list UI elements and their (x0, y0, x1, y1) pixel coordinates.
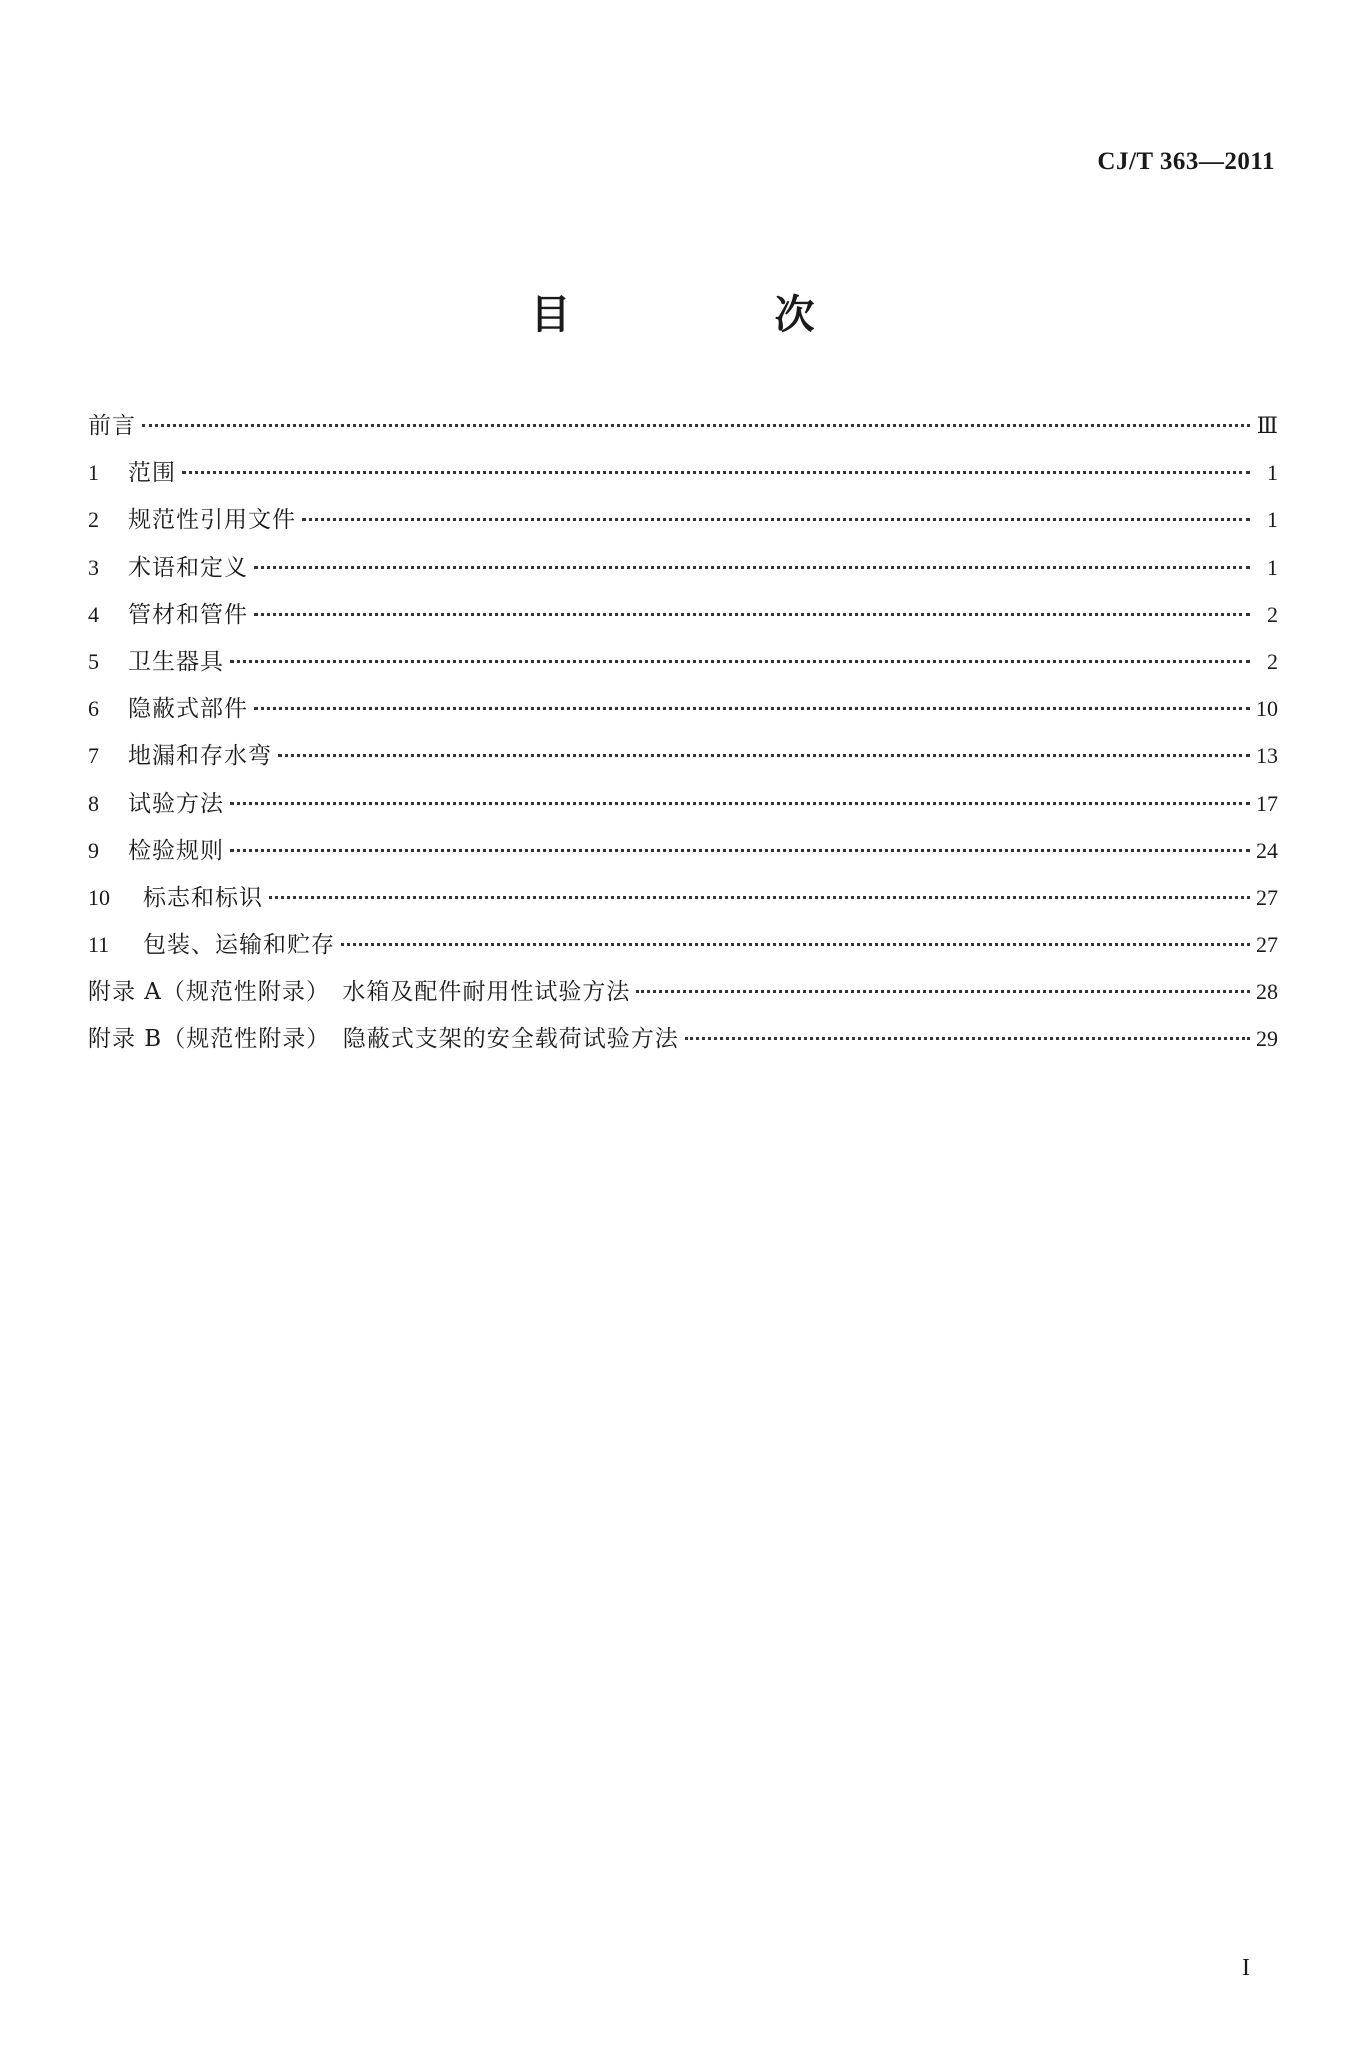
toc-entry-foreword[interactable] (88, 407, 1278, 454)
toc-entry-10[interactable] (88, 879, 1278, 926)
toc-entry-page: 13 (1256, 743, 1278, 769)
toc-entry-7[interactable] (88, 737, 1278, 784)
toc-entry-page: 1 (1267, 460, 1278, 486)
toc-entry-label: 地漏和存水弯 (128, 743, 272, 770)
toc-entry-page: 27 (1256, 932, 1278, 958)
toc-entry-page: 24 (1256, 837, 1278, 863)
toc-entry-page: 29 (1256, 1026, 1278, 1052)
toc-entry-number: 5 (88, 648, 99, 674)
toc-entry-number: 11 (88, 932, 110, 958)
toc-leader-dots (341, 943, 1250, 946)
toc-entry-number: 7 (88, 743, 99, 769)
toc-entry-page: 1 (1267, 554, 1278, 580)
toc-entry-5[interactable] (88, 643, 1278, 690)
toc-entry-8[interactable] (88, 785, 1278, 832)
toc-entry-label: 术语和定义 (128, 554, 248, 581)
toc-entry-appendix-b[interactable] (88, 1020, 1278, 1067)
toc-entry-number: 1 (88, 460, 99, 486)
toc-entry-page: 2 (1267, 648, 1278, 674)
toc-entry-number: 8 (88, 790, 99, 816)
toc-leader-dots (142, 424, 1250, 427)
table-of-contents (88, 407, 1278, 1068)
toc-leader-dots (685, 1037, 1250, 1040)
toc-entry-1[interactable] (88, 454, 1278, 501)
toc-entry-label: 规范性引用文件 (128, 507, 296, 534)
page-number: I (1242, 1955, 1250, 1981)
toc-entry-3[interactable] (88, 549, 1278, 596)
toc-entry-appendix-a[interactable] (88, 973, 1278, 1020)
toc-entry-page: 17 (1256, 790, 1278, 816)
page-title: 目 次 (530, 292, 897, 338)
toc-entry-label: 试验方法 (128, 790, 224, 817)
toc-entry-number: 6 (88, 696, 99, 722)
toc-leader-dots (269, 896, 1250, 899)
toc-entry-number: 9 (88, 837, 99, 863)
toc-entry-number: 2 (88, 507, 99, 533)
toc-leader-dots (254, 566, 1250, 569)
toc-leader-dots (230, 849, 1250, 852)
toc-entry-number: 10 (88, 884, 110, 910)
toc-leader-dots (254, 707, 1250, 710)
toc-entry-4[interactable] (88, 596, 1278, 643)
toc-leader-dots (230, 660, 1250, 663)
toc-leader-dots (230, 802, 1250, 805)
toc-entry-page: Ⅲ (1256, 413, 1278, 438)
toc-entry-label: 隐蔽式部件 (128, 696, 248, 723)
toc-entry-label: 管材和管件 (128, 601, 248, 628)
toc-entry-label: 范围 (128, 460, 176, 487)
toc-entry-2[interactable] (88, 501, 1278, 548)
toc-entry-6[interactable] (88, 690, 1278, 737)
toc-leader-dots (278, 754, 1250, 757)
standard-code: CJ/T 363—2011 (1097, 148, 1275, 175)
toc-entry-label: 前言 (88, 413, 136, 439)
toc-entry-11[interactable] (88, 926, 1278, 973)
toc-entry-number: 4 (88, 601, 99, 627)
toc-leader-dots (254, 613, 1250, 616)
toc-leader-dots (302, 518, 1250, 521)
toc-entry-label: 检验规则 (128, 837, 224, 864)
toc-leader-dots (182, 471, 1250, 474)
toc-entry-number: 3 (88, 554, 99, 580)
toc-entry-page: 1 (1267, 507, 1278, 533)
toc-entry-label: 标志和标识 (143, 884, 263, 911)
toc-entry-page: 10 (1256, 696, 1278, 722)
toc-leader-dots (636, 990, 1250, 993)
toc-entry-label: 包装、运输和贮存 (143, 932, 335, 959)
toc-entry-page: 2 (1267, 601, 1278, 627)
toc-entry-label: 附录 A（规范性附录） 水箱及配件耐用性试验方法 (88, 979, 631, 1006)
toc-entry-page: 28 (1256, 979, 1278, 1005)
toc-entry-label: 卫生器具 (128, 648, 224, 675)
toc-entry-page: 27 (1256, 884, 1278, 910)
toc-entry-label: 附录 B（规范性附录） 隐蔽式支架的安全载荷试验方法 (88, 1026, 679, 1053)
toc-entry-9[interactable] (88, 832, 1278, 879)
